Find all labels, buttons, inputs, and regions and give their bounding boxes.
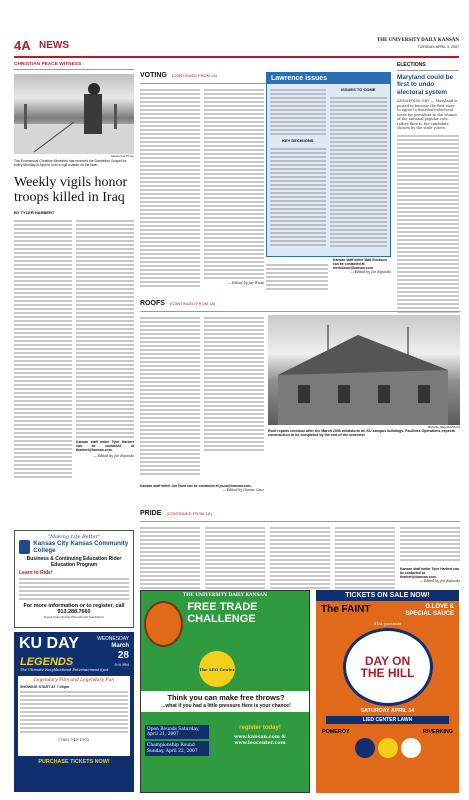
kccc-program: Business & Continuing Education Rider Education Program [26, 556, 122, 568]
sun-badge [343, 628, 433, 706]
dayonhill-date: SATURDAY APRIL 14 [360, 708, 415, 714]
section-name: NEWS [39, 40, 69, 51]
roofs-header: ROOFS [140, 300, 165, 307]
freethrow-url[interactable]: www.kansan.com & www.leocenter.com [234, 734, 286, 746]
kccc-learn: Learn to Ride! [19, 570, 53, 576]
lawrence-editor: — Edited by Joe Esposito [350, 270, 391, 274]
story-headline: Weekly vigils honor troops killed in Iraq [14, 175, 128, 206]
dayonhill-glove: G.LOVE & SPECIAL SAUCE [405, 604, 454, 617]
pride-col-3 [270, 525, 330, 593]
dayonhill-venue: LIED CENTER LAWN [326, 716, 449, 724]
elections-headline: Maryland could be first to undo electoral system [397, 74, 454, 96]
kccc-body [15, 576, 133, 602]
freethrow-final: Championship Round Sunday, April 22, 2007 [145, 741, 209, 755]
pride-col-2 [205, 525, 265, 593]
kuday-venue: LEGENDS [20, 656, 74, 668]
dayonhill-faint: The FAINT [321, 604, 371, 615]
pride-col-4 [335, 525, 395, 593]
kuday-ad[interactable] [14, 632, 134, 792]
sponsor-badge-1 [355, 738, 375, 758]
voting-header: VOTING [140, 72, 167, 79]
roofs-photo-credit: Michelle Tatge/KANSAN [427, 425, 460, 429]
photo-credit: Mackenzie Photo [110, 154, 134, 158]
kccc-ad[interactable] [14, 530, 134, 628]
freethrow-open: Open Rounds Saturday, April 21, 2007 [145, 725, 209, 739]
roofs-photo-caption: Roof repairs continue after the March 2006 windstorm on KU campus buildings. Facilities Operations expects construction to be completed by the end of the semester. [268, 429, 455, 438]
kccc-name: Kansas City Kansas Community College [33, 540, 129, 554]
kccc-info: For more information or to register, call 913.288.7660 [23, 603, 125, 615]
kuday-time: 5-8 PM [114, 662, 129, 667]
masthead [14, 38, 459, 54]
kuday-liquor-title: Legendary Film and Legendary Fun [33, 678, 115, 683]
vigil-photo-graphic [14, 74, 134, 154]
key-decisions-title: KEY DECISIONS [282, 138, 314, 143]
kuday-tagline: The Ultimate Neighborhood Entertainment Spot [20, 668, 109, 672]
vigil-story [14, 62, 134, 526]
roofs-photo-graphic [268, 315, 460, 425]
freethrow-challenge: FREE TRADE CHALLENGE [187, 601, 258, 625]
kuday-title: KU DAY [19, 635, 79, 652]
masthead-rule [14, 56, 459, 58]
freethrow-headline: Think you can make free throws? [167, 693, 285, 702]
freethrow-register[interactable]: register today! [239, 725, 281, 731]
date-line: TUESDAY, APRIL 3, 2007 [417, 45, 459, 49]
voting-editor: — Edited by Jon Wiess [227, 281, 264, 285]
pride-header: PRIDE [140, 510, 162, 517]
sponsor-badge-3 [401, 738, 421, 758]
sponsor-badge-2 [378, 738, 398, 758]
freethrow-paper: THE UNIVERSITY DAILY KANSAN [182, 593, 268, 598]
voting-col-1 [140, 87, 200, 292]
kuday-list [20, 689, 128, 737]
dayonhill-title: DAY ON THE HILL [360, 654, 415, 680]
pride-col-5 [400, 525, 460, 567]
roofs-editor: — Edited by Gaurav Gaur [222, 488, 264, 492]
kuday-date: 28 [117, 650, 129, 661]
section-number: 4A [14, 38, 31, 53]
dayonhill-badges [316, 738, 459, 758]
photo-caption: The Ecumenical Christian Ministries has received the Dandelion Gospel for every Monday in April to hold a vigil outside on the lawn. [14, 159, 127, 168]
vigil-photo [14, 74, 134, 154]
byline: BY TYLER HARBERT [14, 210, 55, 216]
dayonhill-presents: SUA presents [373, 621, 402, 626]
roofs-photo [268, 315, 460, 425]
lawrence-title: Lawrence issues [267, 73, 390, 84]
story-editor: — Edited by Joe Esposito [93, 454, 134, 459]
roofs-col-2 [204, 315, 264, 480]
lawrence-box [266, 72, 391, 257]
kuday-prices: PURCHASE TICKETS NOW! [38, 759, 110, 765]
freethrow-sub: ...what if you had a little pressure Here is your chance! [161, 703, 291, 709]
leo-center-logo [199, 651, 235, 687]
dayonhill-riverking: RIVERKING [423, 729, 453, 735]
pride-editor: — Edited by Joe Esposito [419, 579, 460, 583]
story-closing: Kansan staff writer Tyler Harbert can be contacted at tharbert@kansan.com. [76, 440, 134, 453]
paper-name: THE UNIVERSITY DAILY KANSAN [376, 38, 459, 43]
pride-col-1 [140, 525, 200, 593]
roofs-contact: Kansan staff writer Joe Hunt can be contacted at jhunt@kansan.com. [140, 484, 252, 488]
lawrence-intro [270, 87, 326, 135]
roofs-continued: (CONTINUED FROM 1A) [169, 301, 216, 306]
issues-list [330, 95, 387, 250]
kuday-day: WEDNESDAY [97, 636, 129, 642]
pride-section [140, 500, 460, 582]
voting-col-2 [204, 87, 264, 292]
kccc-footer: Equal Opportunity Educational Institution [44, 615, 104, 619]
story-col-2 [76, 218, 134, 480]
story-kicker: CHRISTIAN PEACE WITNESS [14, 62, 134, 70]
dayonhill-tickets: TICKETS ON SALE NOW! [316, 590, 459, 601]
issues-to-come-title: ISSUES TO COME [341, 87, 376, 92]
voting-continued: (CONTINUED FROM 1A) [171, 73, 218, 78]
kuday-month: March [111, 643, 129, 649]
lawrence-contact-text: Kansan staff writer Matt Erickson can be contacted at merickson@kansan.com. [333, 258, 387, 270]
roofs-col-1 [140, 315, 200, 480]
pride-continued: (CONTINUED FROM 1A) [166, 511, 212, 516]
elections-dateline: ANNAPOLIS, MD. — Maryland is poised to become the first state to agree to distribute electoral votes for president to the winner of the national popular vote, rather than to the candidate chosen by the state voters. [397, 99, 458, 131]
pride-contact: Kansan staff writer Tyler Harbert can be contacted at tharbert@kansan.com. [400, 567, 460, 579]
key-decisions-list [270, 146, 326, 246]
basketball-icon [144, 601, 183, 647]
story-col-1 [14, 218, 72, 480]
dayonhill-pomeroy: POMEROY [322, 729, 350, 735]
roofs-section [140, 290, 460, 490]
kuday-showings: SHOWING START AT 7:30pm [20, 685, 70, 689]
elections-header: ELECTIONS [397, 62, 459, 71]
kuday-phone: (785) 749-1972 [58, 737, 90, 742]
freethrow-ad[interactable] [140, 590, 310, 793]
leo-center-label: The LEO Center [199, 666, 235, 672]
dayonhill-ad[interactable] [316, 590, 459, 793]
kccc-logo-icon [19, 540, 30, 554]
lawrence-contact [333, 258, 391, 274]
kccc-slogan: "Making Life Better" [47, 534, 101, 540]
kuday-liquor [18, 676, 130, 756]
